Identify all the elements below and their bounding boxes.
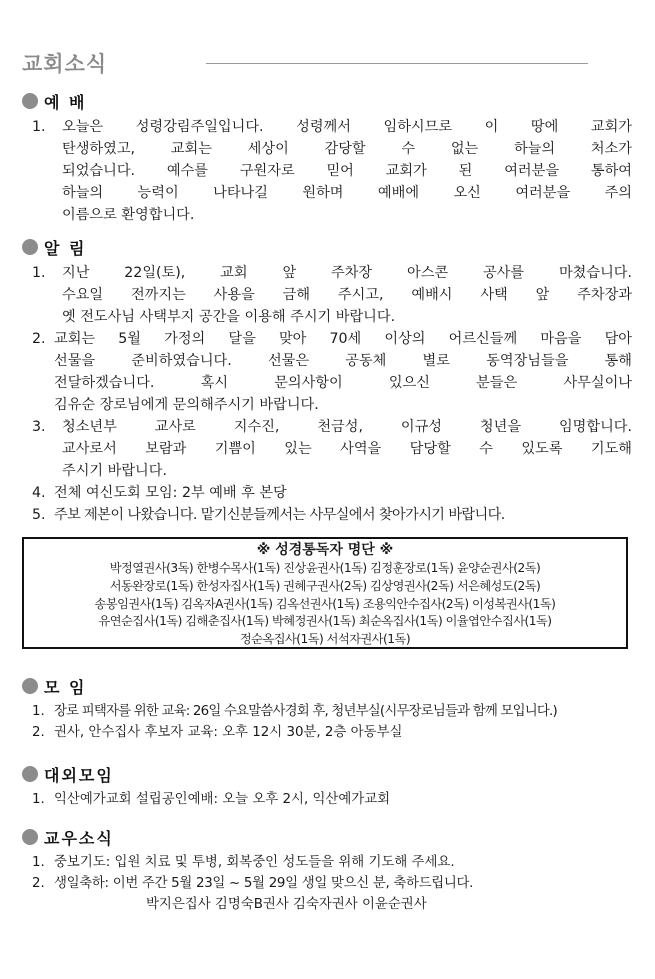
bible-readers-row: 정순옥집사(1독) 서석자권사(1독) [239, 632, 411, 647]
item-number: 1. [32, 855, 45, 870]
bible-readers-row: 송봉임권사(1독) 김옥자A권사(1독) 김옥선권사(1독) 조용익안수집사(2독) 이성복권사(1독) [94, 596, 556, 611]
list-item [22, 416, 632, 482]
item-number: 1. [32, 792, 45, 807]
item-line: 되었습니다. 예수를 구원자로 믿어 교회가 된 여러분을 통하여 [62, 163, 632, 179]
item-number: 4. [32, 485, 46, 501]
section-members [22, 826, 632, 915]
item-line: 권사, 안수집사 후보자 교육: 오후 12시 30분, 2층 아동부실 [54, 725, 403, 740]
circle-bullet-icon [22, 766, 38, 782]
bible-readers-row: 박정열권사(3독) 한병수목사(1독) 진상윤권사(1독) 김정훈장로(1독) 윤양순권사(2독) [109, 561, 541, 575]
item-number: 1. [32, 265, 46, 281]
section-worship [22, 90, 632, 226]
section-header [22, 236, 632, 258]
item-line: 생일축하: 이번 주간 5월 23일 ~ 5월 29일 생일 맞으신 분, 축하드립니다. [54, 876, 474, 891]
circle-bullet-icon [22, 829, 38, 845]
item-line: 탄생하였고, 교회는 세상이 감당할 수 없는 하늘의 처소가 [62, 141, 632, 157]
section-notice [22, 236, 632, 526]
item-line: 교사로서 보람과 기쁨이 있는 사역을 담당할 수 있도록 기도해 [62, 441, 632, 457]
section-header [22, 826, 632, 848]
title-divider [206, 63, 588, 64]
item-line: 중보기도: 입원 치료 및 투병, 회복중인 성도들을 위해 기도해 주세요. [54, 855, 455, 870]
section-external [22, 763, 632, 810]
section-meeting [22, 675, 632, 743]
section-header [22, 90, 632, 112]
item-line: 수요일 전까지는 사용을 금해 주시고, 예배시 사택 앞 주차장과 [62, 287, 632, 303]
list-item [22, 873, 632, 915]
section-title: 모 임 [44, 677, 87, 697]
list-item [22, 328, 632, 416]
list-item [22, 262, 632, 328]
item-line: 전체 여신도회 모임: 2부 예배 후 본당 [54, 485, 287, 501]
section-title: 대외모임 [44, 765, 114, 785]
list-item [22, 701, 632, 722]
list-item [22, 852, 632, 873]
bible-readers-row: 서동완장로(1독) 한성자집사(1독) 권혜구권사(2독) 김상영권사(2독) 서은혜성도(2독) [109, 578, 541, 593]
item-line: 청소년부 교사로 지수진, 천금성, 이규성 청년을 임명합니다. [62, 419, 632, 435]
item-line: 지난 22일(토), 교회 앞 주차장 아스콘 공사를 마쳤습니다. [62, 265, 632, 281]
item-number: 1. [32, 119, 46, 135]
item-line: 익산예가교회 설립공인예배: 오늘 오후 2시, 익산예가교회 [54, 792, 391, 807]
circle-bullet-icon [22, 678, 38, 694]
item-line: 하늘의 능력이 나타나길 원하며 예배에 오신 여러분을 주의 [62, 185, 632, 201]
item-number: 2. [32, 725, 45, 740]
item-line: 전달하겠습니다. 혹시 문의사항이 있으신 분들은 사무실이나 [54, 375, 632, 391]
item-line: 선물을 준비하였습니다. 선물은 공동체 별로 동역장님들을 통해 [54, 353, 632, 369]
section-header [22, 675, 632, 697]
birthday-names: 박지은집사 김명숙B권사 김숙자권사 이윤순권사 [146, 897, 427, 912]
item-number: 2. [32, 331, 46, 347]
item-number: 1. [32, 704, 45, 719]
item-line: 주보 제본이 나왔습니다. 맡기신분들께서는 사무실에서 찾아가시기 바랍니다. [54, 507, 505, 523]
bible-box-title: ※ 성경통독자 명단 ※ [256, 542, 394, 558]
item-line: 옛 전도사님 사택부지 공간을 이용해 주시기 바랍니다. [62, 309, 396, 325]
circle-bullet-icon [22, 93, 38, 109]
bible-readers-row: 유연순집사(1독) 김해춘집사(1독) 박혜정권사(1독) 최순옥집사(1독) 이율엽안수집사(1독) [98, 614, 552, 629]
list-item [22, 789, 632, 810]
section-title: 교우소식 [44, 828, 114, 848]
item-line: 주시기 바랍니다. [62, 463, 167, 479]
circle-bullet-icon [22, 239, 38, 255]
section-header [22, 763, 632, 785]
item-number: 2. [32, 876, 45, 891]
item-line: 장로 피택자를 위한 교육: 26일 수요말씀사경회 후, 청년부실(시무장로님들과 함께 모입니다.) [54, 704, 557, 719]
bible-readers-box [22, 537, 628, 649]
item-line: 김유순 장로님에게 문의해주시기 바랍니다. [54, 397, 319, 413]
page-header [22, 48, 632, 80]
list-item [22, 722, 632, 743]
item-number: 5. [32, 507, 46, 523]
section-title: 알 림 [44, 238, 87, 258]
item-line: 교회는 5월 가정의 달을 맞아 70세 이상의 어르신들께 마음을 담아 [54, 331, 632, 347]
section-title: 예 배 [44, 92, 87, 112]
list-item [22, 482, 632, 504]
list-item [22, 116, 632, 226]
item-line: 오늘은 성령강림주일입니다. 성령께서 임하시므로 이 땅에 교회가 [62, 119, 632, 135]
page-title: 교회소식 [22, 51, 108, 76]
item-number: 3. [32, 419, 46, 435]
list-item [22, 504, 632, 526]
item-line: 이름으로 환영합니다. [62, 207, 195, 223]
